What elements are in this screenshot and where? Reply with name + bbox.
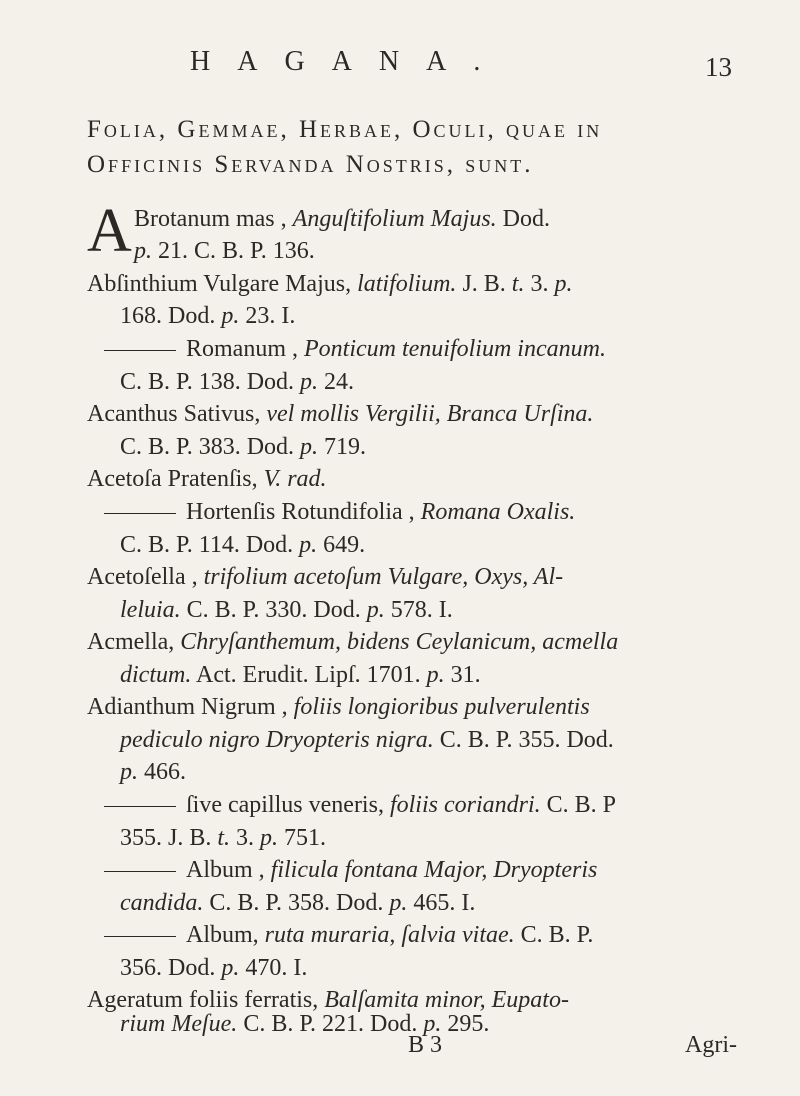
page-number: 13 [705,52,732,82]
italic-span: p. [423,1011,442,1037]
entry-line [120,366,354,398]
entry-line [120,756,186,788]
text-span: C. B. P. 221. Dod. [237,1011,424,1037]
text-span: Ageratum foliis ferratis, [87,987,325,1013]
italic-span: p. [389,890,408,916]
entry-line [134,203,550,235]
running-title: HAGANA. [190,46,508,77]
text-span: Act. Erudit. Lipſ. 1701. [191,662,427,688]
text-span: 356. Dod. [120,955,222,981]
text-span: Adianthum Nigrum , [87,694,294,720]
catchword: Agri- [685,1032,737,1058]
text-span: C. B. P [540,792,617,818]
italic-span: p. [554,271,573,297]
text-span: Abſinthium Vulgare Majus, [87,271,358,297]
entry-line [87,268,572,300]
text-span: 168. Dod. [120,303,222,329]
text-span: 3. [230,825,261,851]
text-span: C. B. P. 383. Dod. [120,434,301,460]
entry-line [120,594,453,626]
italic-span: Chryſanthemum, bidens Ceylanicum, acmella [180,629,619,655]
text-span: 3. [524,271,555,297]
text-span: Acmella, [87,629,181,655]
text-span: ſive capillus veneris, [186,792,390,818]
italic-span: dictum. [120,662,192,688]
entry-line [104,789,616,821]
text-span: 24. [318,369,355,395]
text-span: Dod. [496,206,550,232]
entry-line [134,235,315,267]
ditto-dash [104,350,176,351]
text-span: 295. [441,1011,490,1037]
text-span: C. B. P. 355. Dod. [433,727,614,753]
text-span: Album, [186,922,265,948]
italic-span: filicula fontana Major, Dryopteris [270,857,598,883]
italic-span: t. [511,271,525,297]
italic-span: p. [221,955,240,981]
text-span: C. B. P. 138. Dod. [120,369,301,395]
text-span: 719. [318,434,367,460]
ditto-dash [104,936,176,937]
ditto-dash [104,806,176,807]
entry-line [120,300,295,332]
italic-span: vel mollis Vergilii, Branca Urſina. [266,401,594,427]
text-span: Album , [186,857,271,883]
text-span: C. B. P. [514,922,594,948]
text-span: 466. [138,759,186,785]
italic-span: rium Meſue. [120,1011,238,1037]
text-span: J. B. [456,271,512,297]
signature-mark: B 3 [408,1032,443,1058]
entry-line [120,822,326,854]
entry-line [104,333,606,365]
text-span: 23. I. [239,303,296,329]
italic-span: Balſamita minor, Eupato- [324,987,569,1013]
entry-line [120,431,366,463]
italic-span: trifolium acetoſum Vulgare, Oxys, Al- [203,564,564,590]
text-span: 21. C. B. P. 136. [152,238,315,264]
ditto-dash [104,513,176,514]
text-span: 751. [278,825,327,851]
text-span: 470. I. [239,955,308,981]
entry-line [120,724,614,756]
italic-span: ruta muraria, ſalvia vitae. [264,922,515,948]
heading-line-1: Folia, Gemmae, Herbae, Oculi, quae in [87,116,603,143]
text-span: Romanum , [186,336,304,362]
italic-span: candida. [120,890,204,916]
drop-capital: A [87,197,132,265]
entry-line [104,919,593,951]
italic-span: pediculo nigro Dryopteris nigra. [120,727,434,753]
text-span: C. B. P. 358. Dod. [203,890,390,916]
italic-span: foliis longioribus pulverulentis [293,694,590,720]
italic-span: p. [260,825,279,851]
entry-line [104,854,597,886]
entry-line [120,952,307,984]
italic-span: p. [300,369,319,395]
text-span: 465. I. [407,890,476,916]
text-span: Acetoſella , [87,564,204,590]
entry-line [104,496,575,528]
italic-span: p. [221,303,240,329]
text-span: 578. I. [384,597,453,623]
entry-line [120,659,481,691]
text-span: C. B. P. 330. Dod. [180,597,367,623]
text-span: Hortenſis Rotundifolia , [186,499,421,525]
text-span: Acetoſa Pratenſis, [87,466,264,492]
text-span: C. B. P. 114. Dod. [120,532,300,558]
italic-span: Romana Oxalis. [420,499,576,525]
ditto-dash [104,871,176,872]
entry-line [87,398,593,430]
italic-span: foliis coriandri. [389,792,541,818]
italic-span: p. [366,597,385,623]
italic-span: t. [217,825,231,851]
heading-line-2: Officinis Servanda Nostris, sunt. [87,151,534,178]
italic-span: latifolium. [357,271,457,297]
entry-line [120,529,365,561]
entry-line [120,887,475,919]
text-span: Brotanum mas , [134,206,293,232]
italic-span: p. [426,662,445,688]
italic-span: p. [300,434,319,460]
italic-span: leluia. [120,597,181,623]
entry-line [87,626,618,658]
entry-line [87,691,590,723]
text-span: Acanthus Sativus, [87,401,267,427]
italic-span: Ponticum tenuifolium incanum. [304,336,606,362]
text-span: 31. [444,662,481,688]
italic-span: Anguſtifolium Majus. [292,206,497,232]
entry-line [87,561,563,593]
italic-span: p. [299,532,318,558]
italic-span: p. [120,759,138,785]
italic-span: V. rad. [263,466,327,492]
text-span: 355. J. B. [120,825,218,851]
italic-span: p. [134,238,152,264]
entry-line [87,463,327,495]
text-span: 649. [317,532,366,558]
